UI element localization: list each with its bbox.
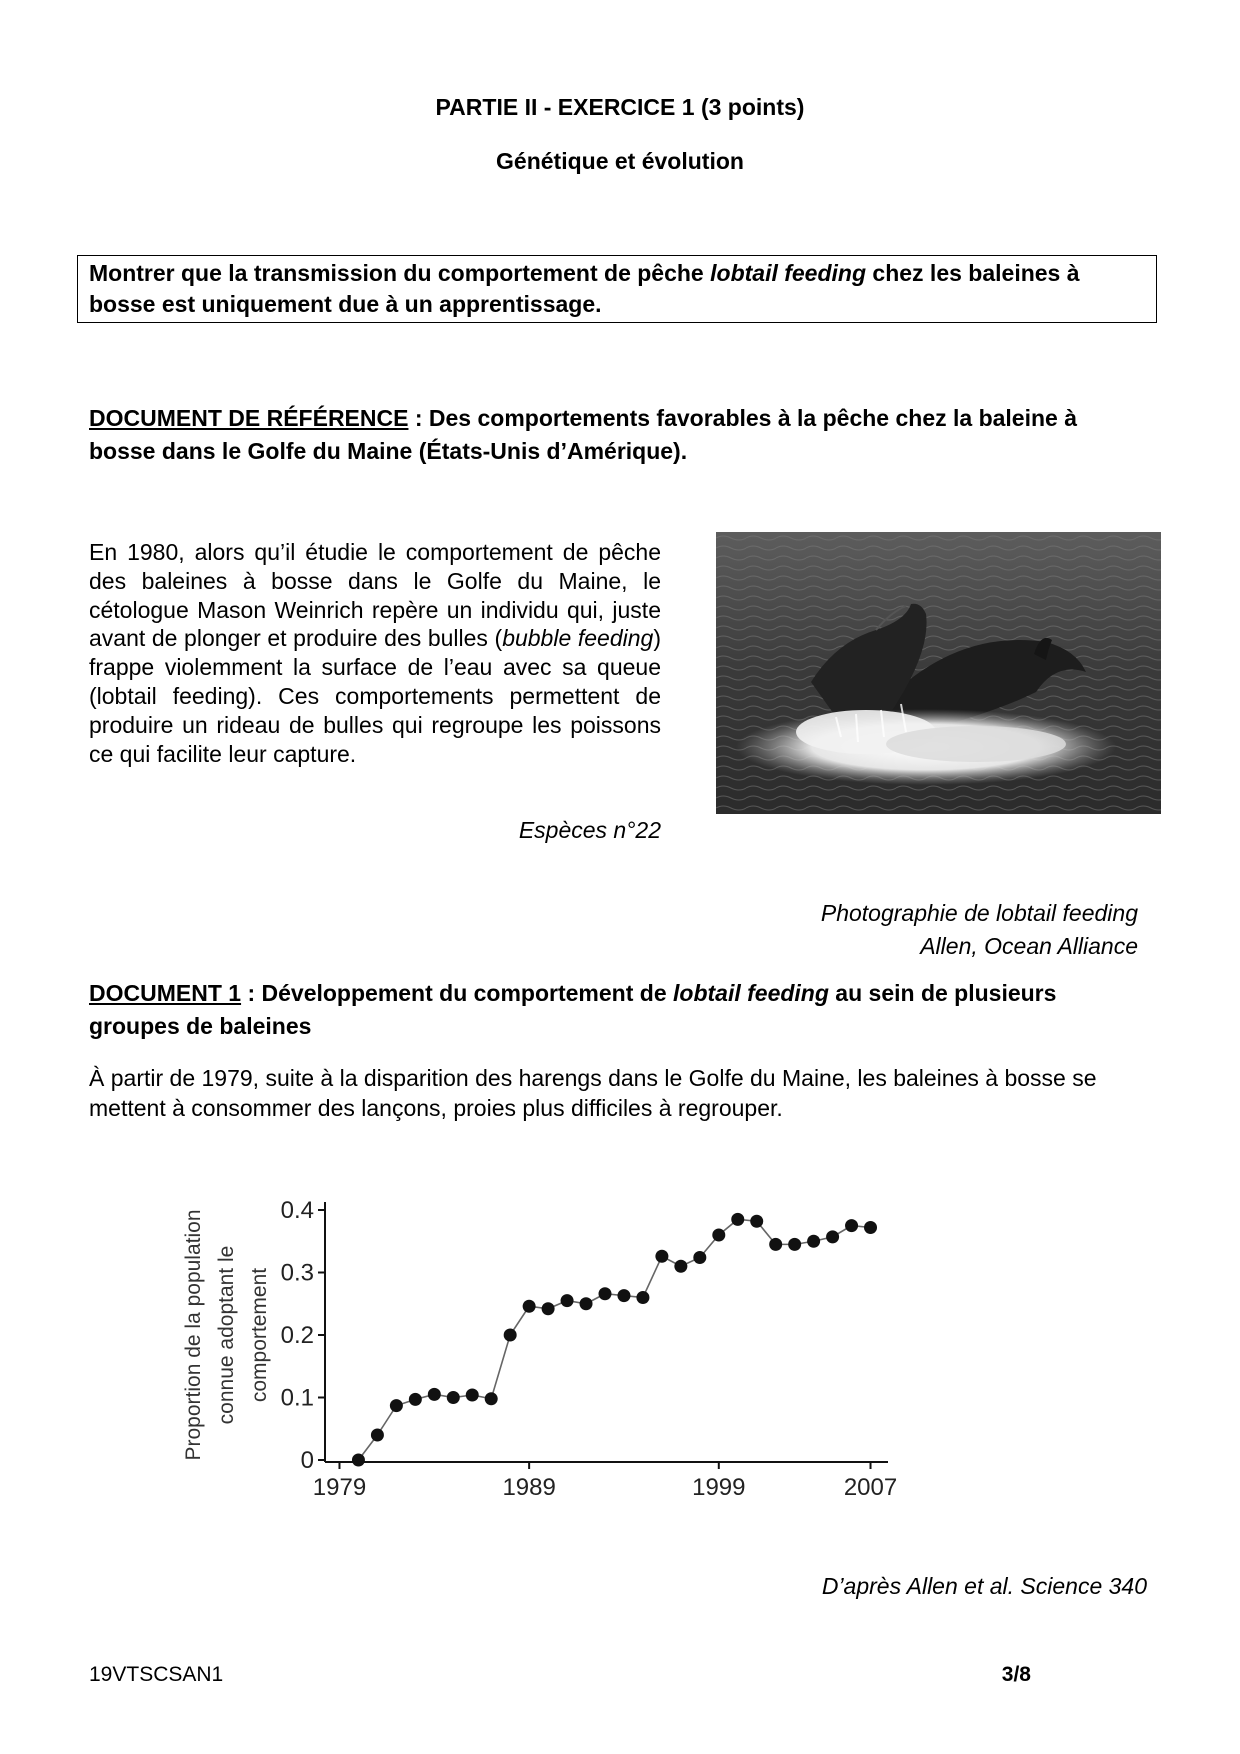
data-point xyxy=(561,1294,574,1307)
data-point xyxy=(352,1454,365,1467)
y-tick-label: 0.4 xyxy=(280,1197,314,1224)
x-tick-label: 1979 xyxy=(312,1474,367,1501)
reference-text: En 1980, alors qu’il étudie le comportement de pêche des baleines à bosse dans le Golfe du Maine, le cétologue Mason Weinrich repère un individu qui, juste avant de plonger et produire des bulles ( xyxy=(89,539,661,652)
data-point xyxy=(693,1251,706,1264)
task-italic: lobtail feeding xyxy=(710,260,867,286)
data-point xyxy=(655,1250,668,1263)
chart-y-label xyxy=(182,1209,271,1460)
y-tick-label: 0.1 xyxy=(280,1384,314,1412)
whale-tail-photo xyxy=(716,532,1161,814)
data-point xyxy=(409,1393,422,1406)
document1-heading xyxy=(89,977,1149,1043)
reference-text-end: ) frappe violemment la surface de l’eau avec sa queue (lobtail feeding). Ces comportements permettent de produire un rideau de bulles qui regroupe les poissons ce qui facilite leur capture. xyxy=(89,625,661,767)
y-label-line: comportement xyxy=(248,1267,271,1403)
x-tick-label: 1989 xyxy=(502,1474,556,1501)
data-point xyxy=(617,1289,630,1302)
photo-caption-block xyxy=(700,897,1138,963)
task-box xyxy=(77,255,1157,323)
data-point xyxy=(599,1287,612,1300)
data-point xyxy=(466,1389,479,1402)
photo-credit: Allen, Ocean Alliance xyxy=(920,933,1138,959)
exercise-subtitle: Génétique et évolution xyxy=(496,148,744,174)
y-label-line: Proportion de la population xyxy=(182,1209,205,1461)
data-point xyxy=(845,1219,858,1232)
x-tick-label: 1999 xyxy=(692,1474,746,1501)
data-point xyxy=(864,1221,877,1234)
data-point xyxy=(826,1230,839,1243)
reference-source: Espèces n°22 xyxy=(518,817,661,843)
data-point xyxy=(731,1213,744,1226)
data-point xyxy=(636,1291,649,1304)
y-tick-label: 0.2 xyxy=(280,1322,314,1349)
reference-doc-heading xyxy=(89,402,1149,468)
reference-doc-label: DOCUMENT DE RÉFÉRENCE xyxy=(89,405,409,431)
document1-title: : Développement du comportement de xyxy=(241,980,674,1006)
document1-intro: À partir de 1979, suite à la disparition des harengs dans le Golfe du Maine, les baleines à bosse se mettent à consommer des lançons, proies plus difficiles à regrouper. xyxy=(89,1065,1097,1121)
chart-series-line xyxy=(358,1219,870,1460)
document1-title-end: au sein de plusieurs groupes de baleines xyxy=(89,980,1057,1039)
chart-points xyxy=(352,1213,877,1467)
document1-label: DOCUMENT 1 xyxy=(89,980,242,1006)
data-point xyxy=(485,1392,498,1405)
chart-y-ticks xyxy=(281,1197,325,1474)
data-point xyxy=(788,1238,801,1251)
reference-text-italic: bubble feeding xyxy=(502,625,654,652)
y-tick-label: 0 xyxy=(300,1447,314,1474)
exercise-title: PARTIE II - EXERCICE 1 (3 points) xyxy=(435,94,805,120)
data-point xyxy=(712,1229,725,1242)
lobtail-feeding-chart xyxy=(180,1170,1030,1540)
photo-caption: Photographie de lobtail feeding xyxy=(820,900,1138,926)
document1-title-italic: lobtail feeding xyxy=(673,980,829,1006)
task-text-end: chez les baleines à bosse est uniquement due à un apprentissage. xyxy=(89,260,1080,317)
y-label-line: connue adoptant le xyxy=(215,1245,238,1425)
reference-paragraph xyxy=(89,538,661,768)
document1-source: D’après Allen et al. Science 340 xyxy=(821,1573,1147,1599)
data-point xyxy=(523,1300,536,1313)
x-tick-label: 2007 xyxy=(843,1474,898,1501)
data-point xyxy=(371,1429,384,1442)
footer-page: 3/8 xyxy=(1001,1663,1031,1686)
data-point xyxy=(504,1329,517,1342)
data-point xyxy=(580,1297,593,1310)
data-point xyxy=(750,1215,763,1228)
data-point xyxy=(542,1302,555,1315)
chart-x-ticks xyxy=(313,1462,897,1501)
data-point xyxy=(674,1260,687,1273)
reference-doc-title: : Des comportements favorables à la pêche chez la baleine à bosse dans le Golfe du Maine (États-Unis d’Amérique). xyxy=(89,405,1078,464)
data-point xyxy=(447,1391,460,1404)
footer-code: 19VTSCSAN1 xyxy=(89,1663,224,1686)
data-point xyxy=(428,1388,441,1401)
data-point xyxy=(769,1238,782,1251)
data-point xyxy=(807,1235,820,1248)
task-text: Montrer que la transmission du comportement de pêche xyxy=(89,260,711,286)
data-point xyxy=(390,1399,403,1412)
y-tick-label: 0.3 xyxy=(280,1259,314,1287)
